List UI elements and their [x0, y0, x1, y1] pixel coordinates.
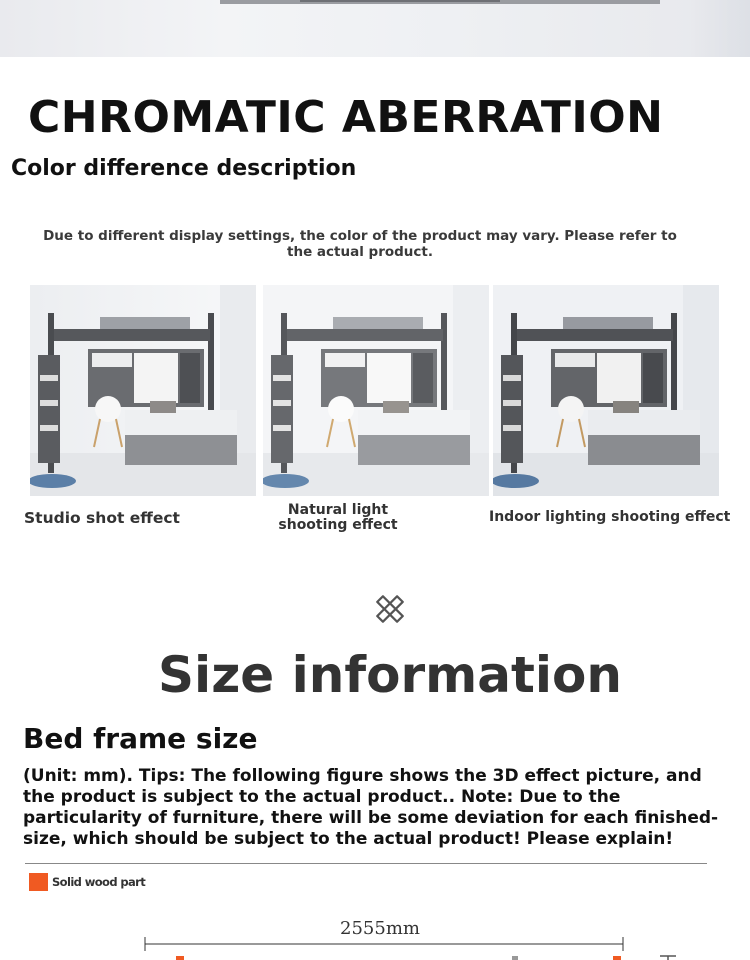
- section-subtitle: Color difference description: [11, 156, 357, 181]
- dimension-label: 2555mm: [340, 918, 420, 939]
- page-heading: CHROMATIC ABERRATION: [28, 92, 664, 143]
- legend-label-solid-wood: Solid wood part: [52, 875, 146, 889]
- divider: [25, 863, 707, 864]
- photo-indoor-lighting: [493, 285, 719, 496]
- caption-natural-light: Natural light shooting effect: [278, 502, 398, 533]
- caption-studio: Studio shot effect: [24, 509, 180, 527]
- photo-natural-light: [263, 285, 489, 496]
- caption-indoor-lighting: Indoor lighting shooting effect: [489, 509, 731, 525]
- size-tips: (Unit: mm). Tips: The following figure shows the 3D effect picture, and the product is subject to the actual product.. Note: Due to the particularity of furniture, there will be some deviation for each finished-size, which should be subject to the actual product! Please explain!: [23, 766, 719, 849]
- size-section-title: Size information: [158, 646, 622, 704]
- top-photo-strip: [0, 0, 750, 57]
- bed-frame-title: Bed frame size: [23, 722, 258, 755]
- dimension-line: [140, 934, 700, 960]
- ruler-pencil-icon: [370, 590, 410, 628]
- legend-swatch-solid-wood: [29, 873, 48, 891]
- color-disclaimer: Due to different display settings, the color of the product may vary. Please refer to the actual product.: [43, 228, 677, 260]
- photo-studio: [30, 285, 256, 496]
